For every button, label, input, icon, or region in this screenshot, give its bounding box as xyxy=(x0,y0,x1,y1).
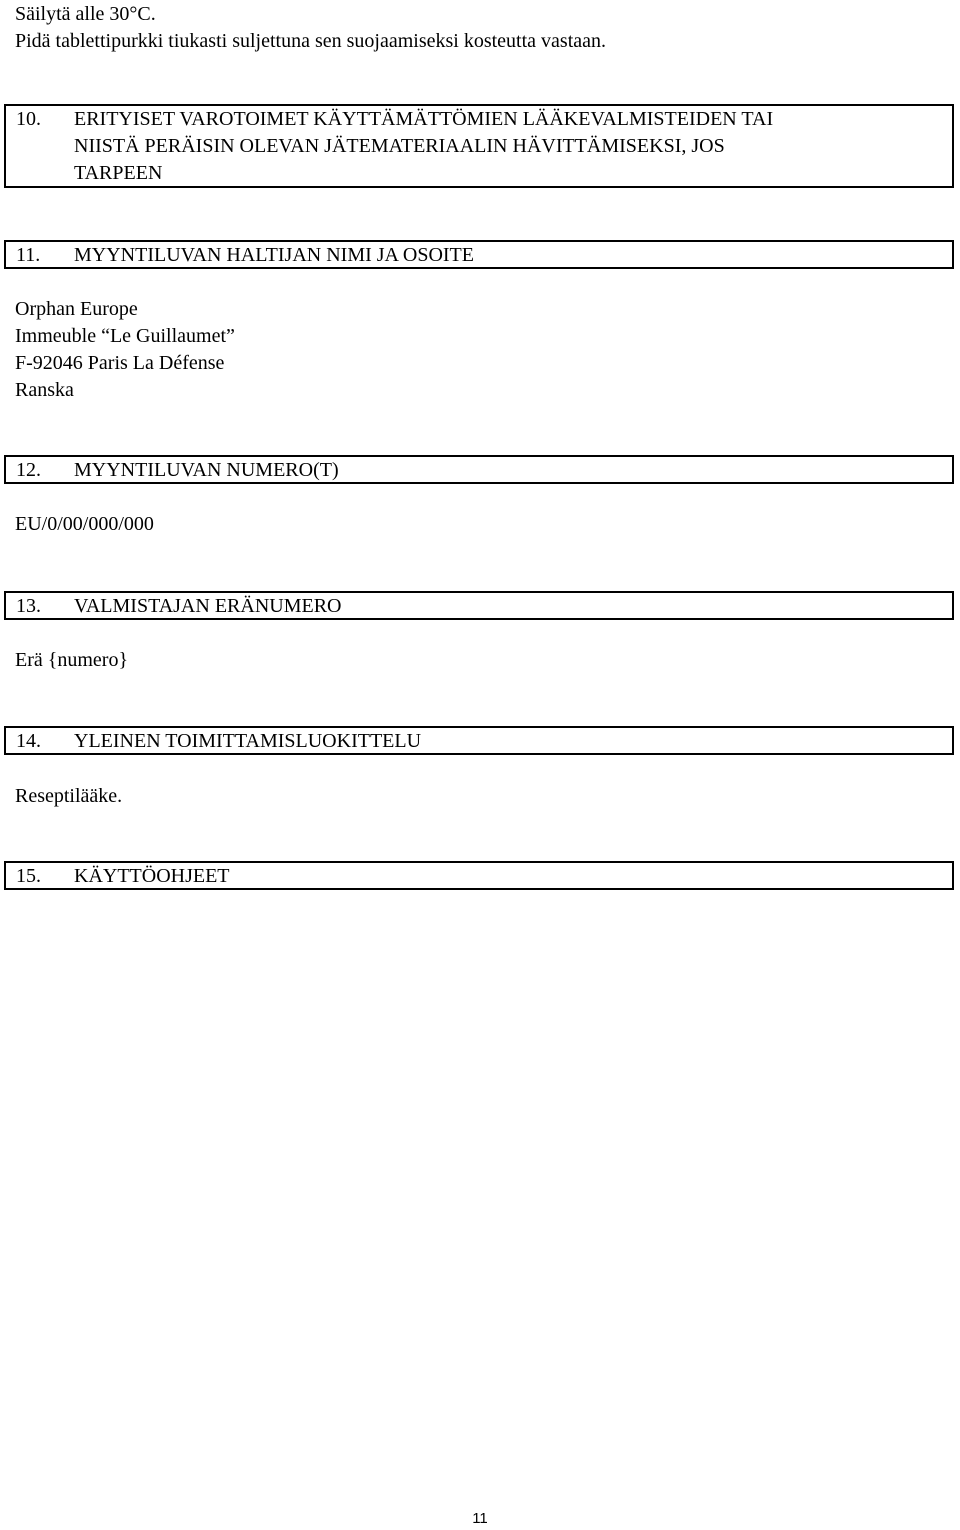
section-number: 15. xyxy=(16,865,41,887)
section-11-header xyxy=(4,240,954,269)
section-number: 10. xyxy=(16,108,41,130)
section-14-header xyxy=(4,726,954,755)
section-heading-line: NIISTÄ PERÄISIN OLEVAN JÄTEMATERIAALIN HÄVITTÄMISEKSI, JOS xyxy=(74,135,725,157)
holder-country: Ranska xyxy=(15,379,74,401)
marketing-authorisation-number: EU/0/00/000/000 xyxy=(15,513,154,535)
section-number: 14. xyxy=(16,730,41,752)
holder-name: Orphan Europe xyxy=(15,298,138,320)
storage-line-1: Säilytä alle 30°C. xyxy=(15,3,156,25)
section-10-header xyxy=(4,104,954,188)
section-13-header xyxy=(4,591,954,620)
section-number: 12. xyxy=(16,459,41,481)
holder-address-line-2: F-92046 Paris La Défense xyxy=(15,352,225,374)
storage-line-2: Pidä tablettipurkki tiukasti suljettuna sen suojaamiseksi kosteutta vastaan. xyxy=(15,30,607,52)
holder-address-line-1: Immeuble “Le Guillaumet” xyxy=(15,325,235,347)
section-heading: YLEINEN TOIMITTAMISLUOKITTELU xyxy=(74,730,422,752)
section-number: 13. xyxy=(16,595,41,617)
batch-number: Erä {numero} xyxy=(15,649,129,671)
section-12-header xyxy=(4,455,954,484)
supply-classification: Reseptilääke. xyxy=(15,785,123,807)
page-number: 11 xyxy=(472,1510,488,1527)
section-heading: VALMISTAJAN ERÄNUMERO xyxy=(74,595,342,617)
section-heading: MYYNTILUVAN HALTIJAN NIMI JA OSOITE xyxy=(74,244,474,266)
section-heading: KÄYTTÖOHJEET xyxy=(74,865,230,887)
section-number: 11. xyxy=(16,244,41,266)
section-heading: MYYNTILUVAN NUMERO(T) xyxy=(74,459,339,481)
section-heading-line: TARPEEN xyxy=(74,162,163,184)
section-15-header xyxy=(4,861,954,890)
section-heading-line: ERITYISET VAROTOIMET KÄYTTÄMÄTTÖMIEN LÄÄKEVALMISTEIDEN TAI xyxy=(74,108,774,130)
